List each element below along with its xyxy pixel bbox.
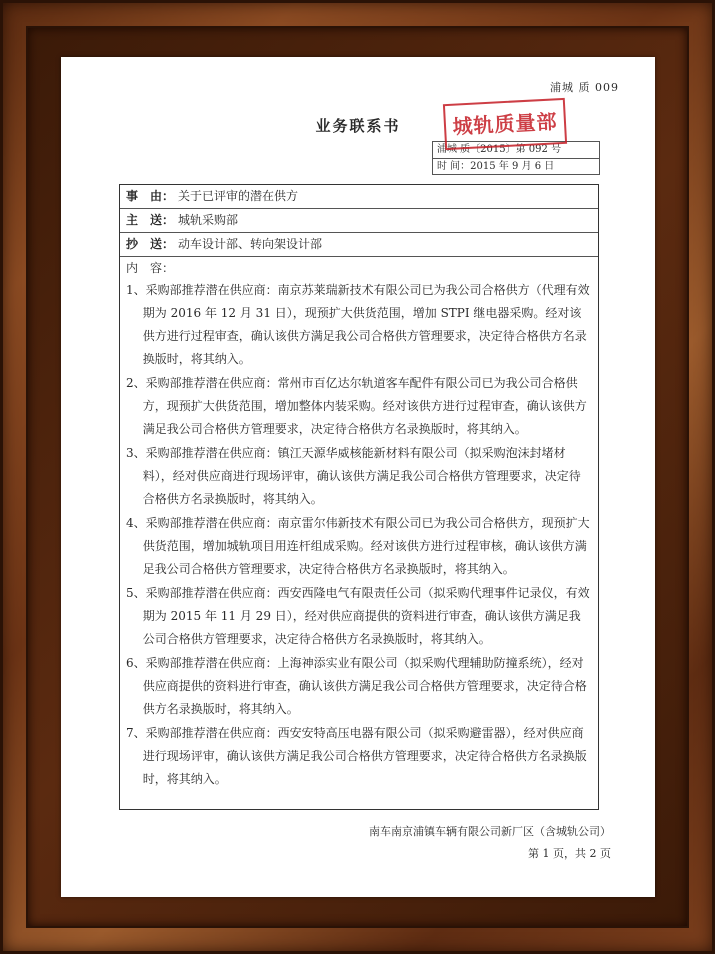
content-label: 内 容： xyxy=(126,261,175,275)
cc-row xyxy=(120,233,598,257)
list-item: 3、采购部推荐潜在供应商：镇江天源华威核能新材料有限公司（拟采购泡沫封堵材料），经对供应商进行现场评审，确认该供方满足我公司合格供方管理要求，决定待合格供方名录换版时，将其纳入。 xyxy=(126,446,581,506)
memo-table xyxy=(119,184,599,810)
to-value: 城轨采购部 xyxy=(178,213,239,227)
doc-code: 浦城 质 009 xyxy=(550,81,619,94)
reference-date: 时 间：2015 年 9 月 6 日 xyxy=(433,158,599,175)
content-items xyxy=(120,279,598,791)
cc-value: 动车设计部、转向架设计部 xyxy=(178,237,323,251)
list-item: 7、采购部推荐潜在供应商：西安安特高压电器有限公司（拟采购避雷器），经对供应商进行现场评审，确认该供方满足我公司合格供方管理要求，决定待合格供方名录换版时，将其纳入。 xyxy=(126,726,587,786)
subject-label: 事 由： xyxy=(126,189,175,203)
cc-label: 抄 送： xyxy=(126,237,175,251)
red-stamp xyxy=(443,98,567,150)
doc-title: 业务联系书 xyxy=(315,117,401,135)
list-item: 6、采购部推荐潜在供应商：上海神添实业有限公司（拟采购代理辅助防撞系统），经对供应商提供的资料进行审查，确认该供方满足我公司合格供方管理要求，决定待合格供方名录换版时，将其纳入。 xyxy=(126,656,587,716)
reference-number: 浦城 质〔2015〕第 092 号 xyxy=(437,144,562,155)
subject-row xyxy=(120,185,598,209)
to-label: 主 送： xyxy=(126,213,175,227)
stamp-text: 城轨质量部 xyxy=(451,109,559,139)
footer-company: 南车南京浦镇车辆有限公司新厂区（含城轨公司） xyxy=(369,825,611,838)
list-item: 1、采购部推荐潜在供应商：南京苏莱瑞新技术有限公司已为我公司合格供方（代理有效期为 2016 年 12 月 31 日），现预扩大供货范围，增加 STPI 继电器采购。经对该供方进行过程审查，确认该供方满足我公司合格供方管理要求，决定待合格供方名录换版时，将其纳入。 xyxy=(126,283,590,366)
to-row xyxy=(120,209,598,233)
document-page xyxy=(61,57,655,897)
list-item: 5、采购部推荐潜在供应商：西安西隆电气有限责任公司（拟采购代理事件记录仪，有效期为 2015 年 11 月 29 日），经对供应商提供的资料进行审查，确认该供方满足我公司合格供方管理要求，决定待合格供方名录换版时，将其纳入。 xyxy=(126,586,590,646)
footer-page-number: 第 1 页，共 2 页 xyxy=(528,847,611,860)
list-item: 2、采购部推荐潜在供应商：常州市百亿达尔轨道客车配件有限公司已为我公司合格供方，现预扩大供货范围，增加整体内装采购。经对该供方进行过程审查，确认该供方满足我公司合格供方管理要求，决定待合格供方名录换版时，将其纳入。 xyxy=(126,376,587,436)
list-item: 4、采购部推荐潜在供应商：南京雷尔伟新技术有限公司已为我公司合格供方，现预扩大供货范围，增加城轨项目用连杆组成采购。经对该供方进行过程审核，确认该供方满足我公司合格供方管理要求，决定待合格供方名录换版时，将其纳入。 xyxy=(126,516,590,576)
subject-value: 关于已评审的潜在供方 xyxy=(178,189,299,203)
